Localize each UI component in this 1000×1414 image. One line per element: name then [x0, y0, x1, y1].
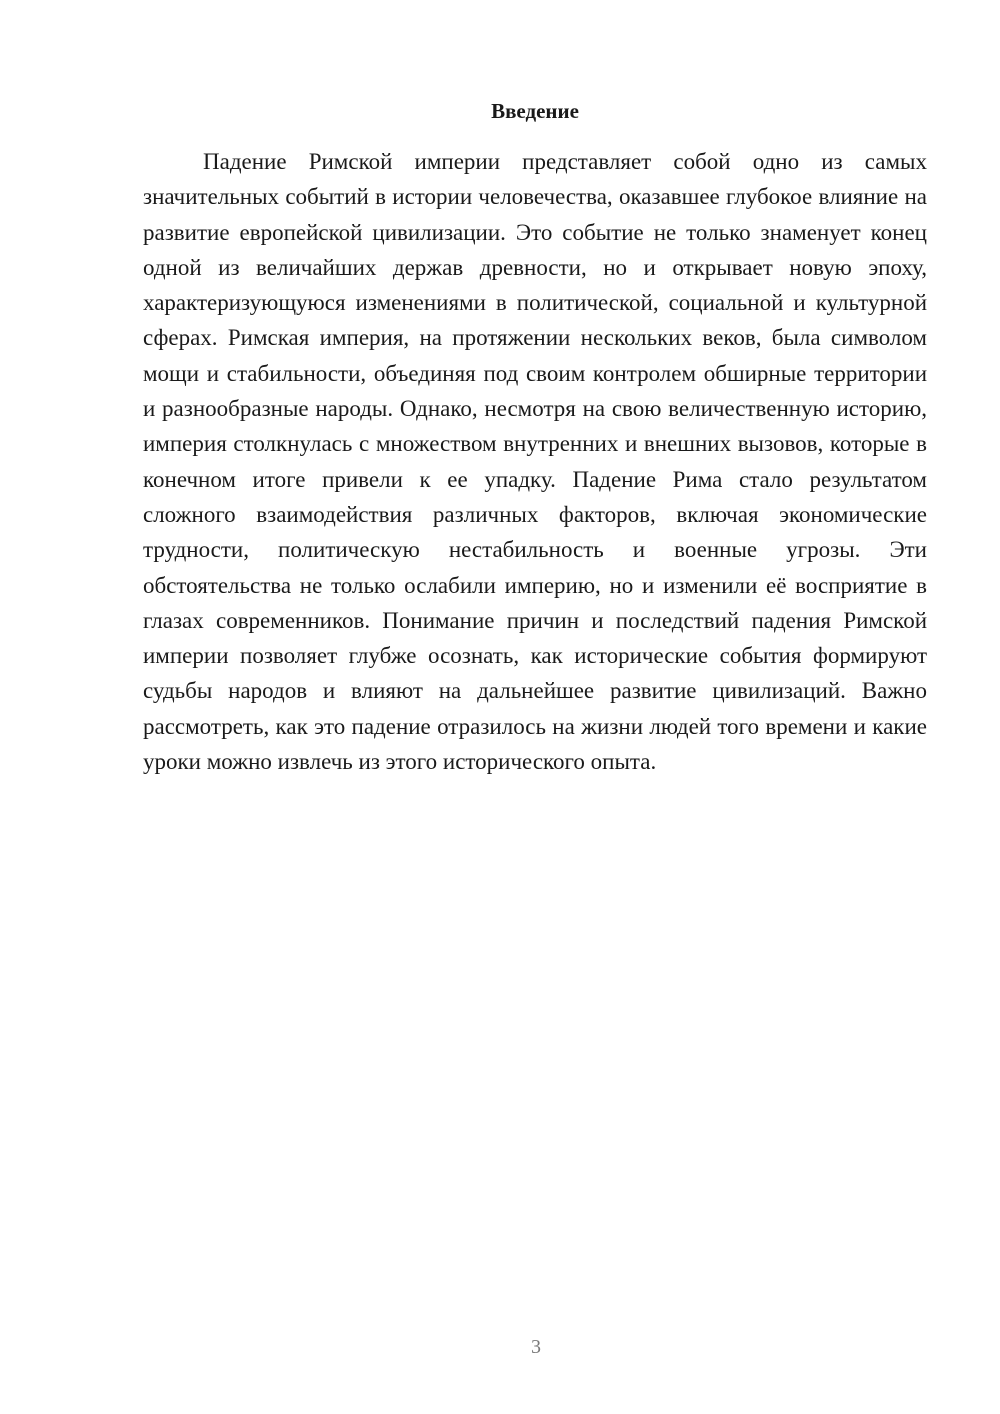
section-heading: Введение	[491, 99, 579, 123]
page-number: 3	[531, 1336, 541, 1358]
body-paragraph: Падение Римской империи представляет собой одно из самых значительных событий в истории человечества, оказавшее глубокое влияние на развитие европейской цивилизации. Это событие не только знаменует конец одной из величайших держав древности, но и открывает новую эпоху, характеризующуюся изменениями в политической, социальной и культурной сферах. Римская империя, на протяжении нескольких веков, была символом мощи и стабильности, объединяя под своим контролем обширные территории и разнообразные народы. Однако, несмотря на свою величественную историю, империя столкнулась с множеством внутренних и внешних вызовов, которые в конечном итоге привели к ее упадку. Падение Рима стало результатом сложного взаимодействия различных факторов, включая экономические трудности, политическую нестабильность и военные угрозы. Эти обстоятельства не только ослабили империю, но и изменили её восприятие в глазах современников. Понимание причин и последствий падения Римской империи позволяет глубже осознать, как исторические события формируют судьбы народов и влияют на дальнейшее развитие цивилизаций. Важно рассмотреть, как это падение отразилось на жизни людей того времени и какие уроки можно извлечь из этого исторического опыта.	[143, 149, 927, 775]
